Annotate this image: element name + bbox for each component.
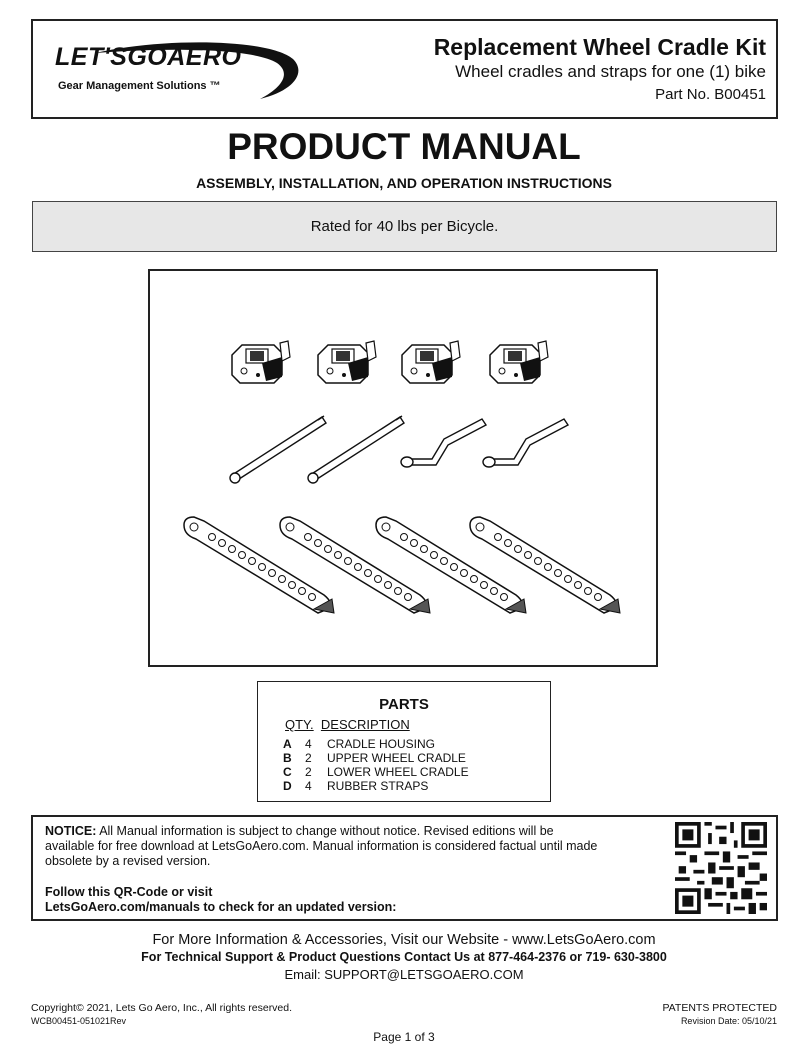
logo-text: LET'SGOAERO	[55, 43, 242, 71]
product-heading	[434, 33, 766, 107]
qr-code[interactable]	[675, 822, 767, 914]
notice-text	[45, 824, 605, 869]
description-header: DESCRIPTION	[320, 717, 410, 732]
part-description: RUBBER STRAPS	[327, 779, 429, 793]
notice-box	[31, 815, 778, 921]
qty-header: QTY.	[285, 717, 314, 732]
follow-line-1: Follow this QR-Code or visit	[45, 885, 213, 899]
part-description: CRADLE HOUSING	[327, 737, 436, 751]
parts-drawing	[150, 271, 656, 665]
part-qty: 2	[305, 751, 312, 765]
patents-notice: PATENTS PROTECTED	[662, 1002, 777, 1014]
notice-follow	[45, 885, 396, 915]
copyright: Copyright© 2021, Lets Go Aero, Inc., All rights reserved.	[31, 1002, 293, 1014]
parts-title: PARTS	[379, 696, 429, 713]
parts-illustration	[148, 269, 658, 667]
footer-left	[31, 1002, 292, 1028]
parts-row	[283, 751, 466, 765]
page-number: Page 1 of 3	[373, 1030, 435, 1044]
parts-row	[283, 765, 469, 779]
parts-row	[283, 737, 435, 751]
parts-list	[257, 681, 551, 802]
part-letter: B	[283, 751, 292, 765]
page-title: PRODUCT MANUAL	[227, 126, 581, 167]
header-box	[31, 19, 778, 119]
part-qty: 4	[305, 737, 312, 751]
page-subtitle: ASSEMBLY, INSTALLATION, AND OPERATION INSTRUCTIONS	[196, 175, 612, 191]
rating-banner: Rated for 40 lbs per Bicycle.	[32, 201, 777, 252]
document-code: WCB00451-051021Rev	[31, 1016, 127, 1026]
support-email-line[interactable]: Email: SUPPORT@LETSGOAERO.COM	[284, 967, 524, 982]
logo-tagline: Gear Management Solutions ™	[58, 80, 221, 92]
part-letter: A	[283, 737, 292, 751]
parts-header	[285, 717, 410, 732]
notice-label: NOTICE:	[45, 824, 97, 838]
part-description: LOWER WHEEL CRADLE	[327, 765, 469, 779]
follow-line-2: LetsGoAero.com/manuals to check for an updated version:	[45, 900, 397, 914]
part-qty: 2	[305, 765, 312, 779]
notice-body: All Manual information is subject to change without notice. Revised editions will be available for free download at LetsGoAero.com. Manual information is considered factual until made obsolete by a revised version.	[45, 824, 598, 868]
footer-right	[662, 1002, 777, 1028]
support-phone-line: For Technical Support & Product Questions Contact Us at 877-464-2376 or 719- 630-3800	[141, 950, 667, 964]
product-title: Replacement Wheel Cradle Kit	[433, 34, 766, 60]
parts-row	[283, 779, 428, 793]
part-letter: C	[283, 765, 292, 779]
website-line[interactable]: For More Information & Accessories, Visit our Website - www.LetsGoAero.com	[152, 932, 656, 948]
part-letter: D	[283, 779, 292, 793]
part-number: Part No. B00451	[655, 86, 766, 103]
revision-date: Revision Date: 05/10/21	[680, 1016, 777, 1026]
part-qty: 4	[305, 779, 312, 793]
product-subtitle: Wheel cradles and straps for one (1) bike	[455, 62, 766, 81]
part-description: UPPER WHEEL CRADLE	[327, 751, 466, 765]
